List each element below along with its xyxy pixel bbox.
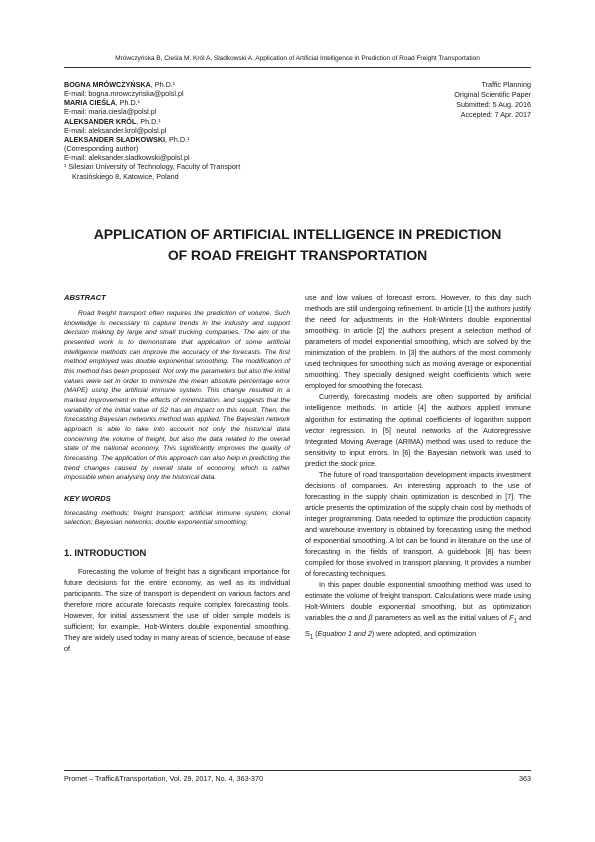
author-4-email: E-mail: aleksander.sladkowski@polsl.pl (64, 153, 190, 163)
header-rule (64, 67, 531, 68)
intro-paragraph-3: The future of road transportation development impacts investment decisions of companies. An interesting approach to the use of forecasting in the supply chain optimization is described in [7]. The article presents the optimization of the supply chain cost by methods of integer programming. Data needed to optimize the production capacity and warehouse inventory is obtained by forecasting using the method of exponential smoothing. A lot can be found in literature on the use of forecasting in the fields of transport. A guidebook [8] has been compiled for those involved in transport planning. It provides a number of forecasting techniques. (305, 469, 531, 579)
author-2-email: E-mail: maria.ciesla@polsl.pl (64, 107, 157, 117)
author-2: MARIA CIEŚLA, Ph.D.¹ (64, 98, 141, 108)
accepted-date: Accepted: 7 Apr. 2017 (460, 109, 531, 119)
keywords-text: forecasting methods; freight transport; artificial immune system; clonal selection; Bayesian networks; double exponential smoothing; (64, 509, 290, 527)
corresponding-author-note: (Corresponding author) (64, 144, 139, 154)
author-block (64, 80, 364, 181)
running-header: Mrówczyńska B, Cieśla M, Król A, Sładkowski A. Application of Artificial Intelligence in Prediction of Road Freight Transportation (115, 55, 480, 62)
author-4: ALEKSANDER SŁADKOWSKI, Ph.D.¹ (64, 134, 190, 144)
author-3: ALEKSANDER KRÓL, Ph.D.¹ (64, 116, 161, 126)
left-column (64, 293, 290, 655)
introduction-heading: 1. INTRODUCTION (64, 547, 147, 559)
intro-paragraph-1: Forecasting the volume of freight has a significant importance for future decisions for the entire economy, as well as its individual participants. The size of transport is dependent on various factors and therefore more accurate forecasts require complex forecasting tools. However, for initial assessment the use of older simple models is sufficient; for example, Holt-Winters double exponential smoothing. They are widely used today in many areas of science, because of ease of (64, 567, 290, 654)
keywords-heading: KEY WORDS (64, 493, 111, 503)
paper-title: APPLICATION OF ARTIFICIAL INTELLIGENCE IN PREDICTION OF ROAD FREIGHT TRANSPORTATION (93, 226, 502, 263)
author-1: BOGNA MRÓWCZYŃSKA, Ph.D.¹ (64, 80, 176, 89)
abstract-heading: ABSTRACT (64, 293, 106, 302)
paper-type: Original Scientific Paper (454, 89, 531, 99)
right-column (305, 292, 531, 643)
journal-footer: Promet – Traffic&Transportation, Vol. 29, 2017, No. 4, 363-370 (64, 774, 263, 783)
page-number: 363 (519, 774, 531, 783)
affiliation-line-2: Krasińskiego 8, Katowice, Poland (72, 171, 179, 181)
author-3-email: E-mail: aleksander.krol@polsl.pl (64, 125, 167, 135)
submitted-date: Submitted: 5 Aug. 2016 (456, 99, 531, 109)
intro-paragraph-4: In this paper double exponential smoothing method was used to estimate the volume of freight transport. Calculations were made using Holt-Winters double exponential smoothing, but as optimization variables the α and β parameters as well as the initial values of $F_1$ and $S_1$ (Equation 1 and 2) were adopted, and optimization (305, 580, 531, 641)
paper-info (380, 80, 531, 120)
intro-paragraph-1-continued: use and low values of forecast errors. However, to this day such methods are still undergoing refinement. In article [1] the authors justify the need for adjustments in the Holt-Winters double exponential smoothing. In article [2] the authors present a selection method of parameters of model exponential smoothing, which are solved by the minimization of the problem. In [3] the authors of the most commonly used techniques for smoothing such as moving average or exponential smoothing. They specially designed weight coefficients which were employed for smoothing the forecast. (305, 293, 531, 391)
paper-section: Traffic Planning (481, 80, 531, 89)
footer-rule (64, 770, 531, 771)
author-1-email: E-mail: bogna.mrowczynska@polsl.pl (64, 89, 184, 99)
affiliation-line-1: ¹ Silesian University of Technology, Faculty of Transport (64, 162, 241, 172)
abstract-text: Road freight transport often requires the prediction of volume. Such knowledge is necessary to capture trends in the industry and support decision making by large and small trucking companies. The aim of the presented work is to demonstrate that application of some artificial intelligence methods can improve the accuracy of the forecasts. The first method employed was double exponential smoothing. The modification of this method has been proposed. Not only the parameters but also the initial values were set in order to minimize the mean absolute percentage error (MAPE) using the artificial immune system. This change resulted in a marked improvement in the effects of minimization, and suggests that the variability of the initial value of S2 has an impact on this result. Then, the forecasting Bayesian networks method was applied. The Bayesian network approach is able to take into account not only the historical data concerning the volume of freight, but also the data related to the overall state of the national economy. This significantly improves the quality of forecasting. The application of this approach can also help in predicting the trend changes caused by overall state of economy, which is rather impossible when analysing only the historical data. (64, 310, 290, 482)
intro-paragraph-2: Currently, forecasting models are often supported by artificial intelligence methods. In article [4] the authors applied immune algorithm for estimating the optimal coefficients of logarithm support vector regression. In [5] neural networks of the Autoregressive Integrated Moving Average (ARIMA) method was used to reduce the sensitivity to input errors. In [6] the Bayesian network was used to predict the stock price. (305, 392, 531, 468)
